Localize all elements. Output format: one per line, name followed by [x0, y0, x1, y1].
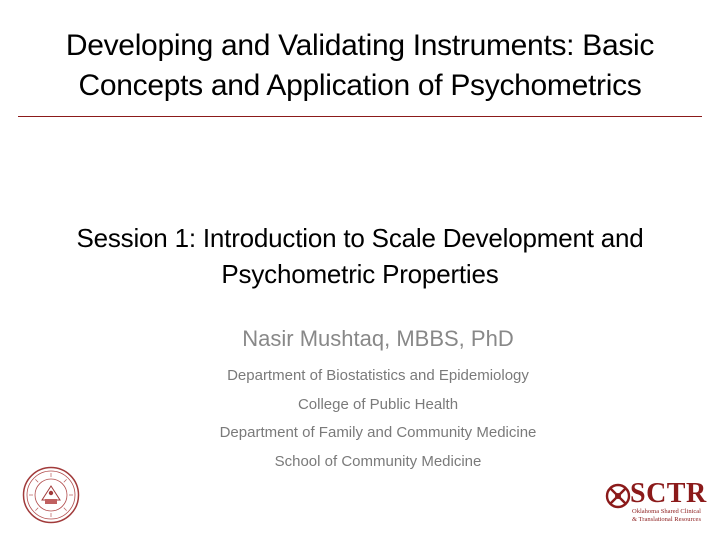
sctr-logo [604, 480, 708, 526]
session-subtitle [20, 220, 700, 292]
author-block [140, 324, 616, 476]
affiliation-1: Department of Biostatistics and Epidemiology [227, 367, 529, 384]
affiliation-3: Department of Family and Community Medicine [219, 424, 537, 441]
session-subtitle-line-2: Psychometric Properties [221, 259, 499, 289]
sctr-subtitle-line-1: Oklahoma Shared Clinical [632, 508, 701, 515]
university-seal-logo [22, 466, 80, 524]
slide-title [20, 26, 700, 106]
session-subtitle-line-1: Session 1: Introduction to Scale Development and [76, 223, 644, 253]
title-divider [18, 116, 702, 117]
sctr-name: SCTR [630, 478, 707, 509]
slide-title-line-2: Concepts and Application of Psychometrics [78, 69, 642, 102]
affiliation-2: College of Public Health [297, 395, 459, 413]
sctr-subtitle [632, 508, 708, 523]
sctr-subtitle-line-2: & Translational Resources [632, 515, 701, 523]
author-name: Nasir Mushtaq, MBBS, PhD [242, 326, 514, 351]
affiliation-4: School of Community Medicine [274, 452, 482, 470]
slide-title-line-1: Developing and Validating Instruments: Basic [65, 29, 655, 62]
sctr-emblem-icon [604, 482, 632, 510]
